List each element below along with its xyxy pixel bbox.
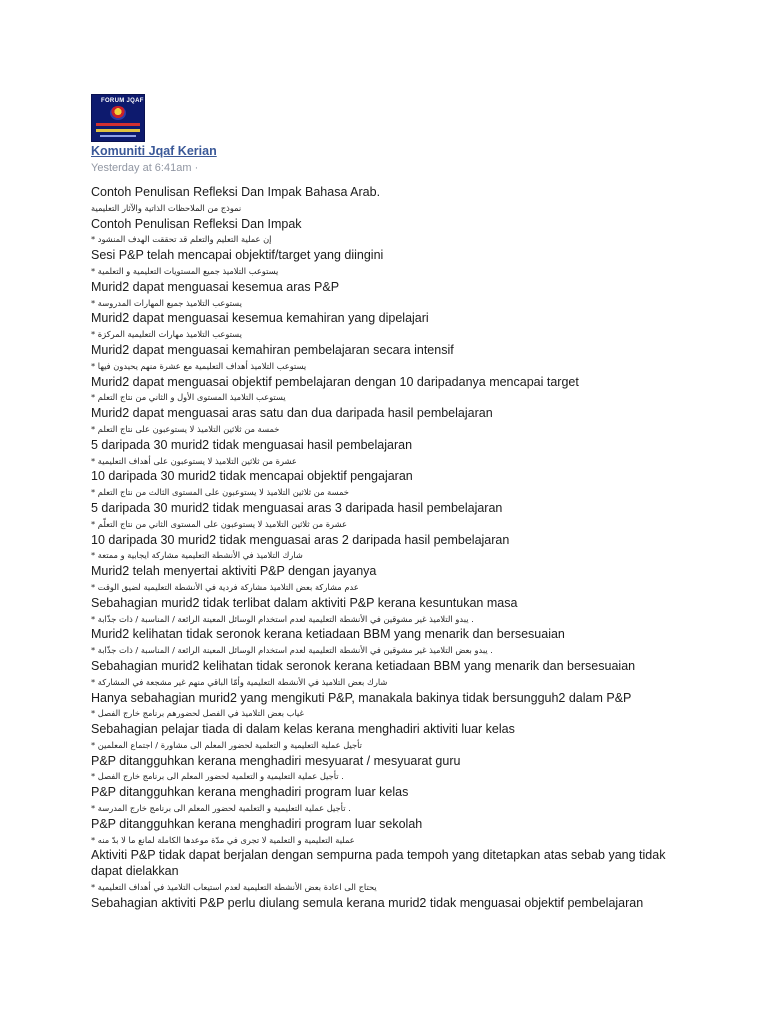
malay-text-line: 5 daripada 30 murid2 tidak menguasai aras 3 daripada hasil pembelajaran xyxy=(91,500,503,515)
arabic-text-line: * يستوعب التلاميذ أهداف التعليمية مع عشرة منهم يحيدون فيها xyxy=(91,360,307,371)
malay-text-line: Sebahagian aktiviti P&P perlu diulang semula kerana murid2 tidak menguasai objektif pembelajaran xyxy=(91,895,644,910)
arabic-text-line: * شارك التلاميذ في الأنشطة التعليمية مشاركة ايجابية و ممتعة xyxy=(91,550,303,561)
malay-text-line: Contoh Penulisan Refleksi Dan Impak Bahasa Arab. xyxy=(91,185,381,199)
malay-text-line: Contoh Penulisan Refleksi Dan Impak xyxy=(91,216,302,231)
malay-text-line: Murid2 telah menyertai aktiviti P&P dengan jayanya xyxy=(91,564,377,579)
arabic-text-line: * عدم مشاركة بعض التلاميذ مشاركة فردية في الأنشطة التعليمية لضيق الوقت xyxy=(91,581,359,592)
forum-jqaf-logo-icon[interactable] xyxy=(91,94,145,142)
arabic-text-line: * تأجيل عملية التعليمية و التعلمية لحضور المعلم الى برنامج خارج الفصل . xyxy=(91,771,344,782)
malay-text-line: 10 daripada 30 murid2 tidak menguasai aras 2 daripada hasil pembelajaran xyxy=(91,532,510,547)
malay-text-line: Murid2 dapat menguasai objektif pembelajaran dengan 10 daripadanya mencapai target xyxy=(91,374,579,389)
malay-text-line: P&P ditangguhkan kerana menghadiri program luar kelas xyxy=(91,785,409,800)
logo-stripe xyxy=(100,135,136,137)
arabic-text-line: * خمسة من ثلاثين التلاميذ لا يستوعبون على نتاج التعلم xyxy=(91,423,280,434)
malay-text-line: P&P ditangguhkan kerana menghadiri mesyuarat / mesyuarat guru xyxy=(91,753,461,768)
malay-text-line: Murid2 dapat menguasai kesemua aras P&P xyxy=(91,279,340,294)
logo-stripe xyxy=(96,129,140,132)
malay-text-line: Murid2 dapat menguasai kemahiran pembelajaran secara intensif xyxy=(91,342,454,357)
arabic-text-line: * يستوعب التلاميذ المستوى الأول و الثاني من نتاج التعلم xyxy=(91,392,286,403)
malay-text-line: Murid2 kelihatan tidak seronok kerana ketiadaan BBM yang menarik dan bersesuaian xyxy=(91,627,565,642)
malay-text-line: Sebahagian murid2 tidak terlibat dalam aktiviti P&P kerana kesuntukan masa xyxy=(91,595,518,610)
malay-text-line: 10 daripada 30 murid2 tidak mencapai objektif pengajaran xyxy=(91,469,413,484)
malay-text-line: Hanya sebahagian murid2 yang mengikuti P&P, manakala bakinya tidak bersungguh2 dalam P&P xyxy=(91,690,632,705)
arabic-text-line: * عشرة من ثلاثين التلاميذ لا يستوعبون على أهداف التعليمية xyxy=(91,455,297,466)
timestamp-link[interactable]: Yesterday at 6:41am xyxy=(91,162,192,174)
arabic-text-line: نموذج من الملاحظات الذاتية والآثار التعليمية xyxy=(91,202,242,213)
arabic-text-line: * يستوعب التلاميذ مهارات التعليمية المركزة xyxy=(91,329,242,340)
arabic-text-line: * يبدو التلاميذ غير مشوقين في الأنشطة التعليمية لعدم استخدام الوسائل المعينة الرائعة / المناسبة / ذات جذّابة . xyxy=(91,613,474,624)
arabic-text-line: * تأجيل عملية التعليمية و التعلمية لحضور المعلم الى مشاورة / اجتماع المعلمين xyxy=(91,739,362,750)
arabic-text-line: * عشرة من ثلاثين التلاميذ لا يستوعبون على المستوى الثاني من نتاج التعلّم xyxy=(91,518,347,529)
arabic-text-line: * شارك بعض التلاميذ في الأنشطة التعليمية وأمّا الباقي منهم غير مشجعة في المشاركة xyxy=(91,676,388,687)
arabic-text-line: * يستوعب التلاميذ جميع المهارات المدروسة xyxy=(91,297,242,308)
logo-stripe xyxy=(96,123,140,126)
malay-text-line: Murid2 dapat menguasai kesemua kemahiran yang dipelajari xyxy=(91,311,429,326)
author-link[interactable]: Komuniti Jqaf Kerian xyxy=(91,144,217,158)
malay-text-line: Sesi P&P telah mencapai objektif/target yang diingini xyxy=(91,248,384,263)
arabic-text-line: * خمسة من ثلاثين التلاميذ لا يستوعبون على المستوى الثالث من نتاج التعلم xyxy=(91,487,349,498)
malay-text-line: 5 daripada 30 murid2 tidak menguasai hasil pembelajaran xyxy=(91,437,413,452)
facebook-post xyxy=(91,94,691,912)
avatar-logo-text: FORUM JQAF xyxy=(101,98,144,104)
arabic-text-line: * يستوعب التلاميذ جميع المستويات التعليمية و التعلمية xyxy=(91,265,279,276)
emblem-icon xyxy=(110,106,126,120)
meta-separator: · xyxy=(194,162,199,174)
arabic-text-line: * عملية التعليمية و التعلمية لا تجرى في مدّة موعدها الكاملة لمانع ما لا بدّ منه xyxy=(91,834,355,845)
post-meta xyxy=(91,161,691,175)
arabic-text-line: * يبدو بعض التلاميذ غير مشوقين في الأنشطة التعليمية لعدم استخدام الوسائل المعينة الرائعة / المناسبة / ذات جذّابة . xyxy=(91,645,493,656)
post-content xyxy=(91,185,691,912)
arabic-text-line: * غياب بعض التلاميذ في الفصل لحضورهم برنامج خارج الفصل xyxy=(91,708,304,719)
malay-text-line: Aktiviti P&P tidak dapat berjalan dengan sempurna pada tempoh yang ditetapkan atas sebab yang tidak dapat dielakkan xyxy=(91,848,666,879)
malay-text-line: Murid2 dapat menguasai aras satu dan dua daripada hasil pembelajaran xyxy=(91,406,493,421)
malay-text-line: Sebahagian murid2 kelihatan tidak seronok kerana ketiadaan BBM yang menarik dan bersesuaian xyxy=(91,658,636,673)
arabic-text-line: * تأجيل عملية التعليمية و التعلمية لحضور المعلم الى برنامج خارج المدرسة . xyxy=(91,803,351,814)
malay-text-line: Sebahagian pelajar tiada di dalam kelas kerana menghadiri aktiviti luar kelas xyxy=(91,722,515,737)
arabic-text-line: * يحتاج الى اعادة بعض الأنشطة التعليمية لعدم استيعاب التلاميذ في أهداف التعليمية xyxy=(91,882,377,893)
malay-text-line: P&P ditangguhkan kerana menghadiri program luar sekolah xyxy=(91,816,423,831)
arabic-text-line: * إن عملية التعليم والتعلم قد تحققت الهدف المنشود xyxy=(91,234,272,245)
